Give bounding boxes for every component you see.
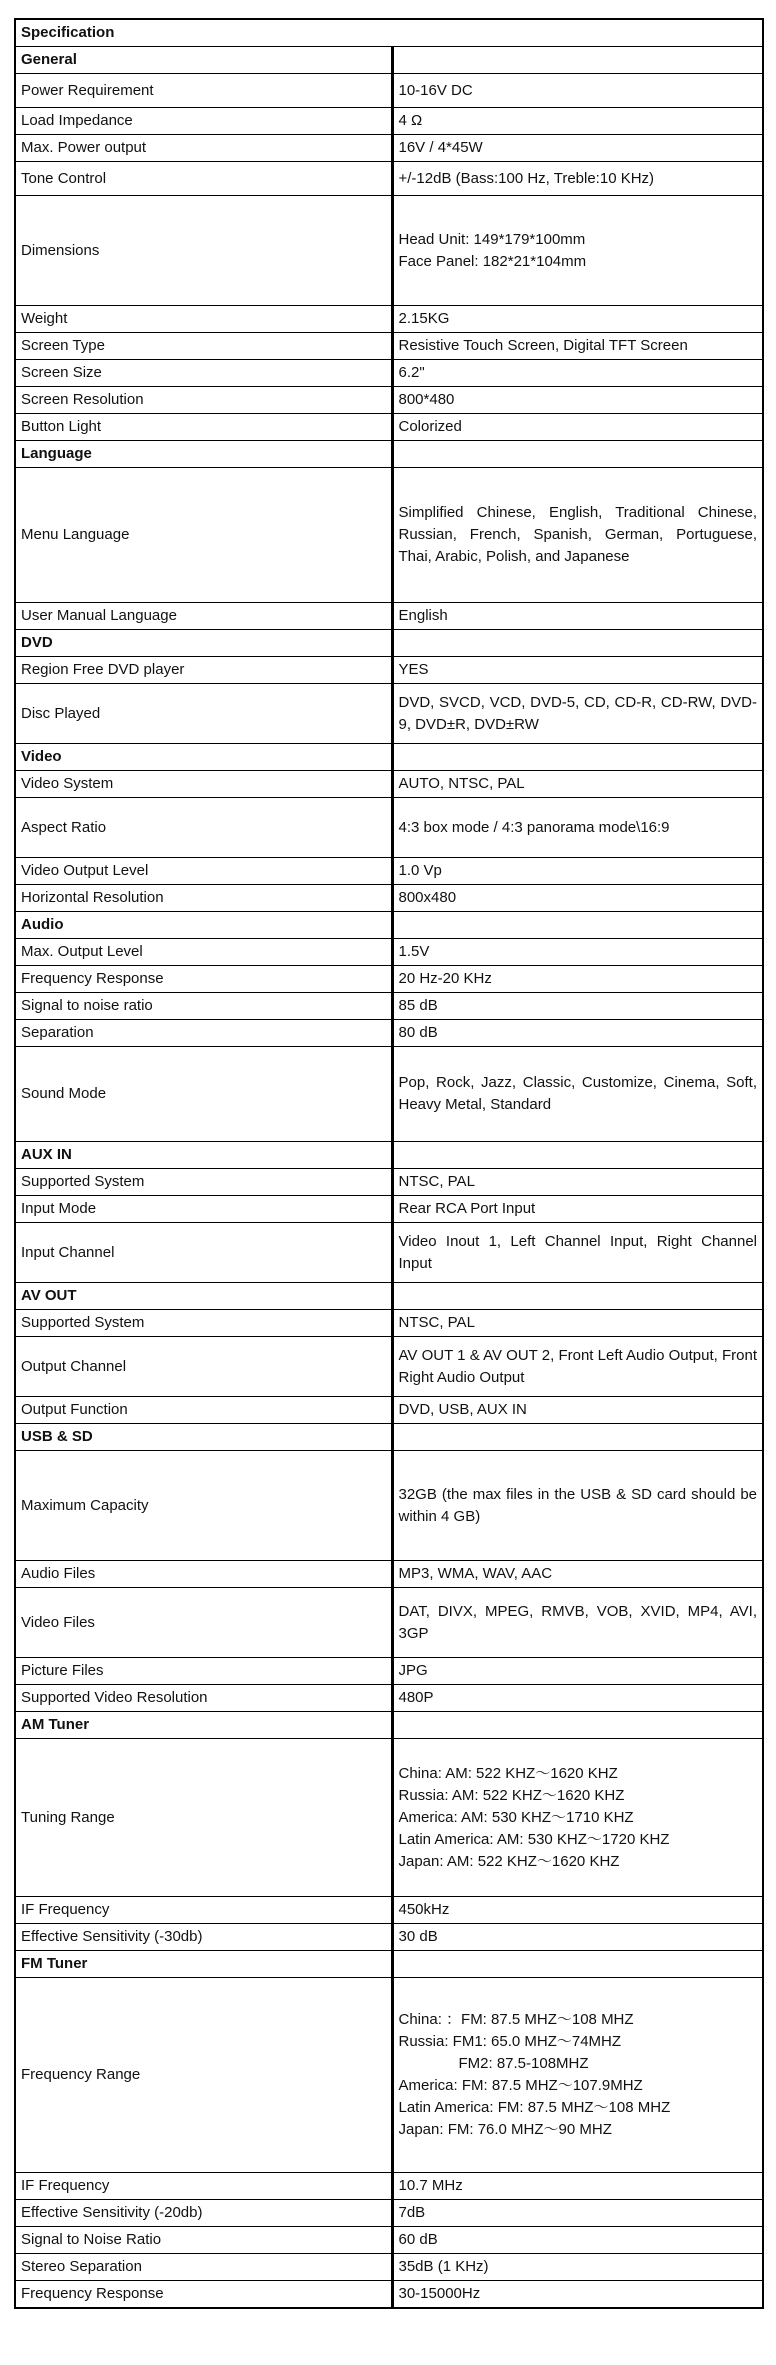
section-heading: General	[15, 47, 392, 74]
spec-label: Input Channel	[15, 1223, 392, 1283]
spec-value-line: MP3, WMA, WAV, AAC	[398, 1565, 553, 1582]
spec-value-line: 2.15KG	[398, 310, 450, 327]
table-row	[15, 966, 763, 993]
table-row	[15, 798, 763, 858]
spec-value	[392, 1924, 763, 1951]
spec-value	[392, 387, 763, 414]
spec-label: Tone Control	[15, 162, 392, 196]
section-row	[15, 1142, 763, 1169]
spec-value	[392, 1337, 763, 1397]
spec-label: Video Files	[15, 1588, 392, 1658]
spec-label: Maximum Capacity	[15, 1451, 392, 1561]
table-row	[15, 1924, 763, 1951]
table-row	[15, 306, 763, 333]
spec-value	[392, 603, 763, 630]
spec-label: Max. Power output	[15, 135, 392, 162]
spec-value	[392, 1739, 763, 1897]
spec-label: Video System	[15, 771, 392, 798]
section-heading-empty-cell	[392, 1424, 763, 1451]
spec-value	[392, 798, 763, 858]
table-row	[15, 1337, 763, 1397]
spec-value	[392, 1397, 763, 1424]
spec-value-line: 450kHz	[398, 1901, 450, 1918]
spec-value-line: 30 dB	[398, 1928, 438, 1945]
spec-value-line: Simplified Chinese, English, Traditional Chinese, Russian, French, Spanish, German, Portuguese, Thai, Arabic, Polish, and Japanese	[398, 504, 758, 565]
spec-value	[392, 2227, 763, 2254]
spec-label: Separation	[15, 1020, 392, 1047]
spec-value-line: Rear RCA Port Input	[398, 1200, 536, 1217]
section-heading: AUX IN	[15, 1142, 392, 1169]
section-heading: FM Tuner	[15, 1951, 392, 1978]
spec-value-line: 800x480	[398, 889, 457, 906]
spec-value	[392, 1451, 763, 1561]
table-row	[15, 162, 763, 196]
spec-label: Output Function	[15, 1397, 392, 1424]
spec-value-line: 20 Hz-20 KHz	[398, 970, 492, 987]
table-row	[15, 414, 763, 441]
table-title-row	[15, 19, 763, 47]
section-heading: AM Tuner	[15, 1712, 392, 1739]
spec-label: Tuning Range	[15, 1739, 392, 1897]
spec-value	[392, 414, 763, 441]
spec-label: Effective Sensitivity (-20db)	[15, 2200, 392, 2227]
table-row	[15, 1588, 763, 1658]
spec-label: Screen Resolution	[15, 387, 392, 414]
spec-value-line: China: ：FM: 87.5 MHZ～108 MHZ	[398, 2011, 634, 2028]
spec-label: Signal to Noise Ratio	[15, 2227, 392, 2254]
table-row	[15, 771, 763, 798]
spec-value	[392, 885, 763, 912]
spec-value-line: NTSC, PAL	[398, 1173, 475, 1190]
spec-value	[392, 1169, 763, 1196]
table-row	[15, 1169, 763, 1196]
spec-value-line: 1.0 Vp	[398, 862, 442, 879]
spec-value	[392, 2200, 763, 2227]
section-heading-empty-cell	[392, 47, 763, 74]
spec-value-line: JPG	[398, 1662, 428, 1679]
spec-label: Sound Mode	[15, 1047, 392, 1142]
table-row	[15, 196, 763, 306]
spec-value-line: +/-12dB (Bass:100 Hz, Treble:10 KHz)	[398, 169, 655, 187]
spec-value	[392, 771, 763, 798]
spec-value-line: DVD, USB, AUX IN	[398, 1401, 527, 1418]
spec-value-line: Head Unit: 149*179*100mm	[398, 230, 586, 248]
table-row	[15, 1561, 763, 1588]
spec-value-line: AUTO, NTSC, PAL	[398, 775, 525, 792]
table-row	[15, 1047, 763, 1142]
section-heading-empty-cell	[392, 912, 763, 939]
spec-value	[392, 1685, 763, 1712]
section-row	[15, 630, 763, 657]
table-row	[15, 684, 763, 744]
spec-value-line: 30-15000Hz	[398, 2285, 481, 2302]
spec-value-line: Latin America: FM: 87.5 MHZ～108 MHZ	[398, 2099, 671, 2116]
section-heading-empty-cell	[392, 1951, 763, 1978]
spec-label: Disc Played	[15, 684, 392, 744]
table-row	[15, 1451, 763, 1561]
spec-label: Screen Size	[15, 360, 392, 387]
specification-table	[14, 18, 764, 2309]
section-row	[15, 744, 763, 771]
spec-value-line: 16V / 4*45W	[398, 139, 483, 156]
spec-value-line: Latin America: AM: 530 KHZ～1720 KHZ	[398, 1830, 670, 1848]
table-row	[15, 939, 763, 966]
table-row	[15, 2227, 763, 2254]
spec-value	[392, 1897, 763, 1924]
spec-value	[392, 939, 763, 966]
section-heading-empty-cell	[392, 744, 763, 771]
section-heading-empty-cell	[392, 441, 763, 468]
table-row	[15, 1223, 763, 1283]
spec-value-line: China: AM: 522 KHZ～1620 KHZ	[398, 1764, 618, 1782]
section-heading: AV OUT	[15, 1283, 392, 1310]
spec-value-line: NTSC, PAL	[398, 1314, 475, 1331]
section-heading-empty-cell	[392, 1283, 763, 1310]
section-row	[15, 47, 763, 74]
table-row	[15, 1685, 763, 1712]
spec-label: Audio Files	[15, 1561, 392, 1588]
spec-value-line: AV OUT 1 & AV OUT 2, Front Left Audio Output, Front Right Audio Output	[398, 1346, 758, 1386]
spec-value	[392, 1047, 763, 1142]
spec-label: Input Mode	[15, 1196, 392, 1223]
spec-value-line: 60 dB	[398, 2231, 438, 2248]
spec-label: Frequency Range	[15, 1978, 392, 2173]
spec-label: Horizontal Resolution	[15, 885, 392, 912]
spec-value-line: DAT, DIVX, MPEG, RMVB, VOB, XVID, MP4, AVI, 3GP	[398, 1602, 758, 1642]
spec-label: Screen Type	[15, 333, 392, 360]
spec-value	[392, 360, 763, 387]
section-heading: Language	[15, 441, 392, 468]
table-title: Specification	[15, 19, 763, 47]
spec-label: IF Frequency	[15, 1897, 392, 1924]
spec-value-line: Russia: AM: 522 KHZ～1620 KHZ	[398, 1786, 625, 1804]
spec-value	[392, 858, 763, 885]
spec-label: Supported System	[15, 1310, 392, 1337]
spec-value	[392, 135, 763, 162]
table-row	[15, 603, 763, 630]
specification-table-body	[15, 19, 763, 2308]
spec-value-line: FM2: 87.5-108MHZ	[458, 2055, 589, 2072]
spec-label: Video Output Level	[15, 858, 392, 885]
spec-label: Load Impedance	[15, 108, 392, 135]
section-heading: USB & SD	[15, 1424, 392, 1451]
table-row	[15, 885, 763, 912]
spec-value	[392, 2173, 763, 2200]
spec-value	[392, 2254, 763, 2281]
spec-value-line: America: FM: 87.5 MHZ～107.9MHZ	[398, 2077, 643, 2094]
table-row	[15, 2173, 763, 2200]
table-row	[15, 1397, 763, 1424]
table-row	[15, 657, 763, 684]
spec-label: IF Frequency	[15, 2173, 392, 2200]
table-row	[15, 1196, 763, 1223]
spec-label: Supported System	[15, 1169, 392, 1196]
spec-value-line: 80 dB	[398, 1024, 438, 1041]
table-row	[15, 858, 763, 885]
spec-value-line: 32GB (the max files in the USB & SD card should be within 4 GB)	[398, 1485, 758, 1525]
spec-value-line: 10.7 MHz	[398, 2177, 463, 2194]
table-row	[15, 1978, 763, 2173]
spec-label: Aspect Ratio	[15, 798, 392, 858]
spec-label: Output Channel	[15, 1337, 392, 1397]
spec-value	[392, 993, 763, 1020]
spec-label: Supported Video Resolution	[15, 1685, 392, 1712]
spec-label: Frequency Response	[15, 2281, 392, 2309]
table-row	[15, 108, 763, 135]
table-row	[15, 387, 763, 414]
spec-value	[392, 2281, 763, 2309]
spec-value	[392, 196, 763, 306]
spec-value-line: Japan: AM: 522 KHZ～1620 KHZ	[398, 1852, 620, 1870]
spec-value-line: English	[398, 607, 448, 624]
spec-value	[392, 1020, 763, 1047]
table-row	[15, 333, 763, 360]
spec-label: Region Free DVD player	[15, 657, 392, 684]
spec-label: Dimensions	[15, 196, 392, 306]
table-row	[15, 1658, 763, 1685]
spec-value-line: 6.2"	[398, 364, 425, 381]
spec-value	[392, 1561, 763, 1588]
spec-label: Power Requirement	[15, 74, 392, 108]
spec-label: Button Light	[15, 414, 392, 441]
spec-value-line: America: AM: 530 KHZ～1710 KHZ	[398, 1808, 634, 1826]
spec-label: User Manual Language	[15, 603, 392, 630]
spec-label: Stereo Separation	[15, 2254, 392, 2281]
spec-value	[392, 657, 763, 684]
table-row	[15, 2200, 763, 2227]
spec-value-line: 10-16V DC	[398, 81, 473, 99]
spec-label: Menu Language	[15, 468, 392, 603]
table-row	[15, 2281, 763, 2309]
table-row	[15, 468, 763, 603]
spec-value	[392, 1223, 763, 1283]
spec-value	[392, 306, 763, 333]
spec-value	[392, 468, 763, 603]
spec-value-line: 35dB (1 KHz)	[398, 2258, 489, 2275]
spec-value	[392, 333, 763, 360]
spec-label: Max. Output Level	[15, 939, 392, 966]
section-row	[15, 1712, 763, 1739]
spec-value	[392, 684, 763, 744]
section-row	[15, 1424, 763, 1451]
spec-value-line: 85 dB	[398, 997, 438, 1014]
spec-value-line: 480P	[398, 1689, 434, 1706]
section-row	[15, 912, 763, 939]
spec-value-line: DVD, SVCD, VCD, DVD-5, CD, CD-R, CD-RW, DVD-9, DVD±R, DVD±RW	[398, 693, 758, 733]
spec-value	[392, 108, 763, 135]
spec-value-line: Russia: FM1: 65.0 MHZ～74MHZ	[398, 2033, 622, 2050]
spec-value-line: 800*480	[398, 391, 455, 408]
spec-label: Weight	[15, 306, 392, 333]
spec-label: Picture Files	[15, 1658, 392, 1685]
section-heading: Audio	[15, 912, 392, 939]
section-heading-empty-cell	[392, 630, 763, 657]
spec-value-line: Colorized	[398, 418, 462, 435]
spec-value-line: 4:3 box mode / 4:3 panorama mode\16:9	[398, 818, 670, 836]
spec-value	[392, 966, 763, 993]
spec-value-line: Face Panel: 182*21*104mm	[398, 252, 587, 270]
spec-value	[392, 1978, 763, 2173]
table-row	[15, 2254, 763, 2281]
spec-value	[392, 1588, 763, 1658]
spec-value-line: Japan: FM: 76.0 MHZ～90 MHZ	[398, 2121, 612, 2138]
table-row	[15, 993, 763, 1020]
section-heading: DVD	[15, 630, 392, 657]
spec-value-line: Video Inout 1, Left Channel Input, Right Channel Input	[398, 1232, 758, 1272]
spec-value	[392, 162, 763, 196]
table-row	[15, 74, 763, 108]
spec-value	[392, 1196, 763, 1223]
spec-value-line: Resistive Touch Screen, Digital TFT Screen	[398, 337, 688, 354]
section-row	[15, 1283, 763, 1310]
table-row	[15, 1020, 763, 1047]
section-row	[15, 1951, 763, 1978]
spec-label: Effective Sensitivity (-30db)	[15, 1924, 392, 1951]
spec-value-line: YES	[398, 661, 429, 678]
spec-label: Frequency Response	[15, 966, 392, 993]
spec-label: Signal to noise ratio	[15, 993, 392, 1020]
spec-value-line: Pop, Rock, Jazz, Classic, Customize, Cinema, Soft, Heavy Metal, Standard	[398, 1074, 758, 1113]
spec-value	[392, 74, 763, 108]
table-row	[15, 1739, 763, 1897]
section-heading-empty-cell	[392, 1712, 763, 1739]
section-heading-empty-cell	[392, 1142, 763, 1169]
spec-value	[392, 1310, 763, 1337]
table-row	[15, 135, 763, 162]
spec-value-line: 7dB	[398, 2204, 426, 2221]
table-row	[15, 1310, 763, 1337]
spec-value	[392, 1658, 763, 1685]
spec-value-line: 1.5V	[398, 943, 430, 960]
table-row	[15, 360, 763, 387]
table-row	[15, 1897, 763, 1924]
section-row	[15, 441, 763, 468]
spec-value-line: 4 Ω	[398, 112, 423, 129]
section-heading: Video	[15, 744, 392, 771]
